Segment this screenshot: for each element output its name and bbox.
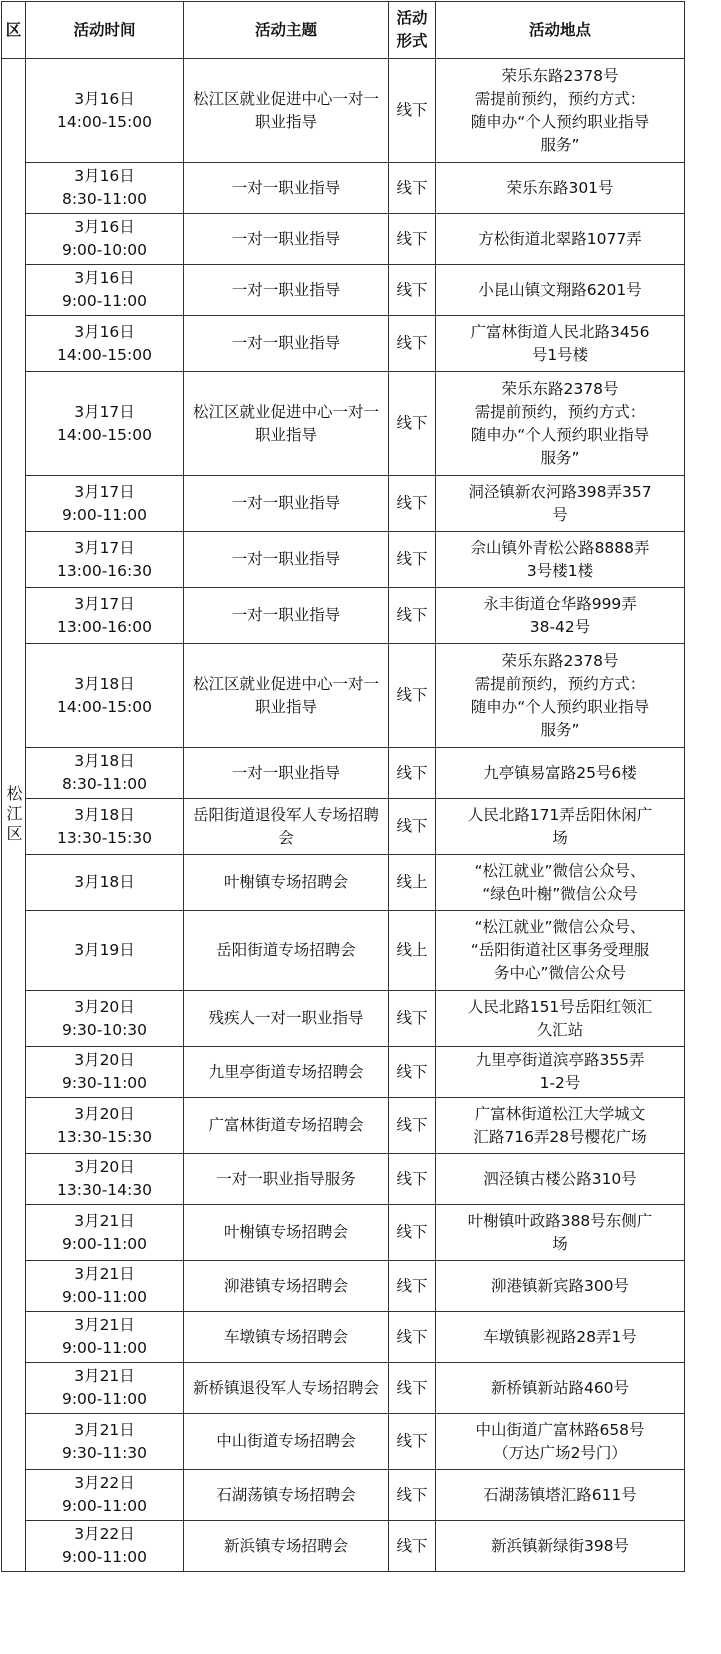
theme-cell: 松江区就业促进中心一对一职业指导 [184, 59, 389, 163]
format-cell: 线下 [389, 265, 436, 316]
table-row [2, 214, 685, 265]
time-cell: 3月16日 8:30-11:00 [26, 163, 184, 214]
format-cell: 线下 [389, 1047, 436, 1098]
place-cell: 九里亭街道滨亭路355弄 1-2号 [436, 1047, 685, 1098]
time-cell: 3月18日 13:30-15:30 [26, 799, 184, 855]
theme-cell: 一对一职业指导 [184, 532, 389, 588]
table-row [2, 1261, 685, 1312]
time-cell: 3月16日 9:00-10:00 [26, 214, 184, 265]
time-cell: 3月21日 9:00-11:00 [26, 1261, 184, 1312]
format-cell: 线下 [389, 1098, 436, 1154]
table-row [2, 644, 685, 748]
place-cell: 荣乐东路2378号 需提前预约，预约方式： 随申办“个人预约职业指导 服务” [436, 59, 685, 163]
place-cell: 荣乐东路2378号 需提前预约，预约方式： 随申办“个人预约职业指导 服务” [436, 644, 685, 748]
theme-cell: 新桥镇退役军人专场招聘会 [184, 1363, 389, 1414]
time-cell: 3月20日 13:30-15:30 [26, 1098, 184, 1154]
table-row [2, 59, 685, 163]
table-row [2, 1205, 685, 1261]
theme-cell: 一对一职业指导 [184, 265, 389, 316]
time-cell: 3月16日 14:00-15:00 [26, 59, 184, 163]
format-cell: 线下 [389, 214, 436, 265]
table-row [2, 991, 685, 1047]
theme-cell: 叶榭镇专场招聘会 [184, 855, 389, 911]
place-cell: 荣乐东路2378号 需提前预约，预约方式： 随申办“个人预约职业指导 服务” [436, 372, 685, 476]
place-cell: 泖港镇新宾路300号 [436, 1261, 685, 1312]
format-cell: 线下 [389, 1312, 436, 1363]
header-place: 活动地点 [436, 2, 685, 59]
table-row [2, 265, 685, 316]
place-cell: 九亭镇易富路25号6楼 [436, 748, 685, 799]
table-row [2, 316, 685, 372]
time-cell: 3月16日 14:00-15:00 [26, 316, 184, 372]
theme-cell: 岳阳街道专场招聘会 [184, 911, 389, 991]
format-cell: 线下 [389, 748, 436, 799]
theme-cell: 车墩镇专场招聘会 [184, 1312, 389, 1363]
time-cell: 3月20日 9:30-10:30 [26, 991, 184, 1047]
time-cell: 3月16日 9:00-11:00 [26, 265, 184, 316]
time-cell: 3月20日 13:30-14:30 [26, 1154, 184, 1205]
table-row [2, 163, 685, 214]
format-cell: 线下 [389, 1363, 436, 1414]
place-cell: 中山街道广富林路658号 （万达广场2号门） [436, 1414, 685, 1470]
theme-cell: 新浜镇专场招聘会 [184, 1521, 389, 1572]
format-cell: 线下 [389, 1521, 436, 1572]
table-row [2, 588, 685, 644]
table-row [2, 1312, 685, 1363]
format-cell: 线下 [389, 1261, 436, 1312]
place-cell: “松江就业”微信公众号、 “岳阳街道社区事务受理服 务中心”微信公众号 [436, 911, 685, 991]
theme-cell: 岳阳街道退役军人专场招聘会 [184, 799, 389, 855]
table-row [2, 1363, 685, 1414]
table-row [2, 1098, 685, 1154]
place-cell: 人民北路171弄岳阳休闲广 场 [436, 799, 685, 855]
format-cell: 线下 [389, 1205, 436, 1261]
theme-cell: 残疾人一对一职业指导 [184, 991, 389, 1047]
format-cell: 线下 [389, 476, 436, 532]
theme-cell: 叶榭镇专场招聘会 [184, 1205, 389, 1261]
theme-cell: 一对一职业指导 [184, 476, 389, 532]
district-cell: 松江区 [2, 59, 26, 1572]
theme-cell: 一对一职业指导服务 [184, 1154, 389, 1205]
place-cell: 泗泾镇古楼公路310号 [436, 1154, 685, 1205]
theme-cell: 中山街道专场招聘会 [184, 1414, 389, 1470]
format-cell: 线上 [389, 911, 436, 991]
place-cell: 小昆山镇文翔路6201号 [436, 265, 685, 316]
time-cell: 3月17日 13:00-16:30 [26, 532, 184, 588]
header-theme: 活动主题 [184, 2, 389, 59]
theme-cell: 泖港镇专场招聘会 [184, 1261, 389, 1312]
place-cell: 车墩镇影视路28弄1号 [436, 1312, 685, 1363]
activity-table [1, 1, 685, 1572]
format-cell: 线下 [389, 991, 436, 1047]
table-row [2, 1047, 685, 1098]
table-row [2, 1470, 685, 1521]
table-row [2, 532, 685, 588]
time-cell: 3月18日 14:00-15:00 [26, 644, 184, 748]
table-row [2, 1154, 685, 1205]
table-header-row [2, 2, 685, 59]
place-cell: 叶榭镇叶政路388号东侧广 场 [436, 1205, 685, 1261]
theme-cell: 一对一职业指导 [184, 748, 389, 799]
format-cell: 线下 [389, 59, 436, 163]
format-cell: 线下 [389, 1154, 436, 1205]
time-cell: 3月20日 9:30-11:00 [26, 1047, 184, 1098]
theme-cell: 石湖荡镇专场招聘会 [184, 1470, 389, 1521]
table-body [2, 59, 685, 1572]
place-cell: 广富林街道人民北路3456 号1号楼 [436, 316, 685, 372]
table-row [2, 1521, 685, 1572]
table-row [2, 748, 685, 799]
place-cell: 新桥镇新站路460号 [436, 1363, 685, 1414]
place-cell: “松江就业”微信公众号、 “绿色叶榭”微信公众号 [436, 855, 685, 911]
place-cell: 人民北路151号岳阳红领汇 久汇站 [436, 991, 685, 1047]
time-cell: 3月21日 9:00-11:00 [26, 1363, 184, 1414]
format-cell: 线下 [389, 1414, 436, 1470]
theme-cell: 一对一职业指导 [184, 588, 389, 644]
time-cell: 3月22日 9:00-11:00 [26, 1470, 184, 1521]
header-format: 活动 形式 [389, 2, 436, 59]
time-cell: 3月18日 8:30-11:00 [26, 748, 184, 799]
place-cell: 广富林街道松江大学城文 汇路716弄28号樱花广场 [436, 1098, 685, 1154]
table-row [2, 855, 685, 911]
theme-cell: 九里亭街道专场招聘会 [184, 1047, 389, 1098]
time-cell: 3月17日 14:00-15:00 [26, 372, 184, 476]
time-cell: 3月21日 9:00-11:00 [26, 1205, 184, 1261]
place-cell: 永丰街道仓华路999弄 38-42号 [436, 588, 685, 644]
theme-cell: 广富林街道专场招聘会 [184, 1098, 389, 1154]
format-cell: 线下 [389, 372, 436, 476]
header-time: 活动时间 [26, 2, 184, 59]
place-cell: 新浜镇新绿街398号 [436, 1521, 685, 1572]
time-cell: 3月19日 [26, 911, 184, 991]
format-cell: 线下 [389, 588, 436, 644]
format-cell: 线下 [389, 799, 436, 855]
format-cell: 线下 [389, 1470, 436, 1521]
place-cell: 方松街道北翠路1077弄 [436, 214, 685, 265]
header-district: 区 [2, 2, 26, 59]
place-cell: 洞泾镇新农河路398弄357 号 [436, 476, 685, 532]
format-cell: 线下 [389, 163, 436, 214]
format-cell: 线下 [389, 532, 436, 588]
format-cell: 线上 [389, 855, 436, 911]
place-cell: 石湖荡镇塔汇路611号 [436, 1470, 685, 1521]
time-cell: 3月21日 9:00-11:00 [26, 1312, 184, 1363]
time-cell: 3月18日 [26, 855, 184, 911]
time-cell: 3月17日 13:00-16:00 [26, 588, 184, 644]
theme-cell: 一对一职业指导 [184, 214, 389, 265]
theme-cell: 一对一职业指导 [184, 316, 389, 372]
time-cell: 3月21日 9:30-11:30 [26, 1414, 184, 1470]
table-row [2, 476, 685, 532]
place-cell: 荣乐东路301号 [436, 163, 685, 214]
table-row [2, 1414, 685, 1470]
place-cell: 佘山镇外青松公路8888弄 3号楼1楼 [436, 532, 685, 588]
theme-cell: 一对一职业指导 [184, 163, 389, 214]
format-cell: 线下 [389, 316, 436, 372]
theme-cell: 松江区就业促进中心一对一职业指导 [184, 372, 389, 476]
theme-cell: 松江区就业促进中心一对一职业指导 [184, 644, 389, 748]
table-row [2, 372, 685, 476]
table-row [2, 799, 685, 855]
format-cell: 线下 [389, 644, 436, 748]
time-cell: 3月17日 9:00-11:00 [26, 476, 184, 532]
table-row [2, 911, 685, 991]
time-cell: 3月22日 9:00-11:00 [26, 1521, 184, 1572]
